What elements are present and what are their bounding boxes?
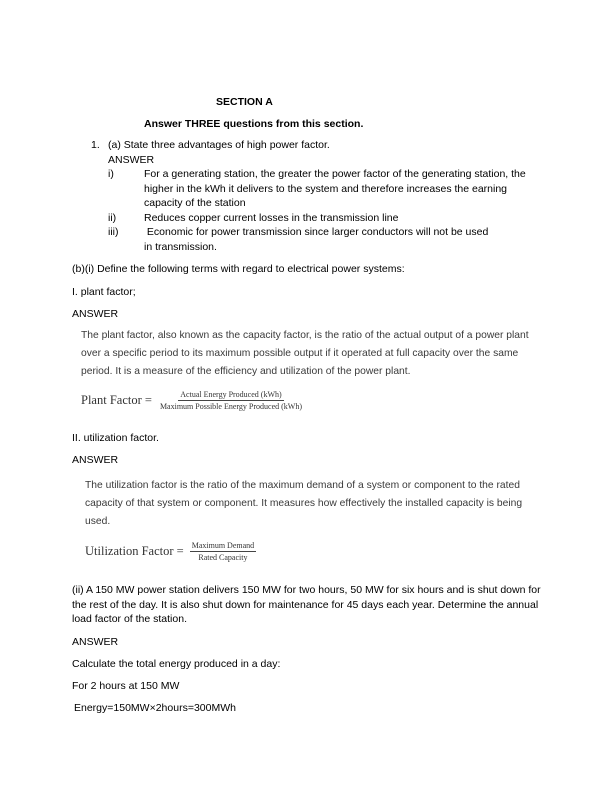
answer-label: ANSWER [72, 636, 119, 648]
formula-fraction [190, 541, 256, 562]
formula-denominator: Rated Capacity [198, 553, 248, 562]
question-1a-prompt: (a) State three advantages of high power factor. [108, 139, 330, 151]
formula-denominator: Maximum Possible Energy Produced (kWh) [159, 402, 302, 411]
calculation-step: For 2 hours at 150 MW [72, 680, 180, 692]
question-1b-i-prompt: (b)(i) Define the following terms with regard to electrical power systems: [72, 263, 405, 275]
list-item [108, 167, 540, 211]
list-item-text: For a generating station, the greater the power factor of the generating station, the higher in the kWh it delivers to the system and therefore increases the earning capacity of the station [144, 168, 526, 209]
section-title: SECTION A [216, 96, 273, 108]
advantages-list [108, 167, 540, 254]
utilization-factor-heading: II. utilization factor. [72, 432, 159, 444]
question-number: 1. [91, 139, 100, 151]
plant-factor-definition: The plant factor, also known as the capacity factor, is the ratio of the actual output of a power plant over a specific period to its maximum possible output if it operated at full capacity over the same period. It is a measure of the efficiency and utilization of the power plant. [81, 330, 529, 377]
formula-fraction [158, 390, 304, 411]
instruction: Answer THREE questions from this section. [144, 118, 364, 130]
formula-numerator: Actual Energy Produced (kWh) [180, 390, 282, 399]
plant-factor-formula [81, 390, 304, 411]
plant-factor-heading: I. plant factor; [72, 286, 136, 298]
list-item-text: Economic for power transmission since larger conductors will not be used in transmission. [144, 226, 492, 253]
list-item [108, 211, 540, 226]
list-item-number: iii) [108, 226, 119, 238]
answer-label: ANSWER [108, 154, 155, 166]
question-1b-ii-prompt: (ii) A 150 MW power station delivers 150 MW for two hours, 50 MW for six hours and is shut down for the rest of the day. It is also shut down for maintenance for 45 days each year. Determine the annual load factor of the station. [72, 584, 541, 625]
utilization-factor-formula [85, 541, 256, 562]
calculation-energy: Energy=150MW×2hours=300MWh [74, 702, 236, 714]
calculation-intro: Calculate the total energy produced in a day: [72, 658, 281, 670]
formula-numerator: Maximum Demand [191, 541, 255, 550]
answer-label: ANSWER [72, 454, 119, 466]
list-item-number: i) [108, 168, 114, 180]
list-item-number: ii) [108, 211, 117, 224]
utilization-factor-definition: The utilization factor is the ratio of the maximum demand of a system or component to the rated capacity of that system or component. It measures how effectively the installed capacity is being used. [85, 480, 523, 527]
formula-lhs: Utilization Factor = [85, 544, 184, 558]
list-item-text: Reduces copper current losses in the transmission line [144, 211, 399, 224]
answer-label: ANSWER [72, 308, 119, 320]
formula-lhs: Plant Factor = [81, 393, 152, 407]
list-item [108, 225, 540, 254]
